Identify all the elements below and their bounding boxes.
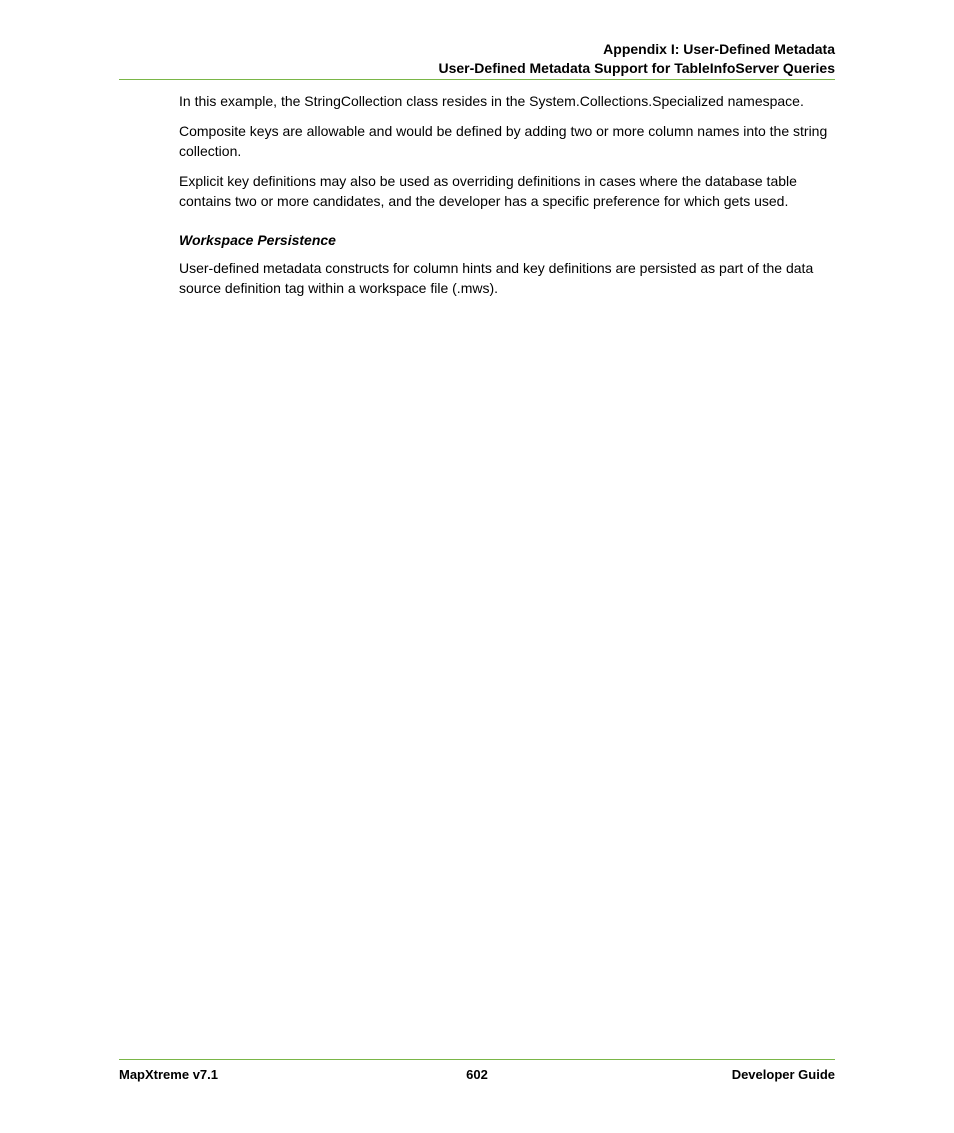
running-header [119, 40, 835, 78]
body-paragraph: User-defined metadata constructs for column hints and key definitions are persisted as part of the data source definition tag within a workspace file (.mws). [179, 260, 814, 296]
page-footer [119, 1066, 835, 1084]
footer-page-number: 602 [466, 1067, 488, 1082]
body-paragraph: In this example, the StringCollection class resides in the System.Collections.Specialized namespace. [179, 93, 804, 109]
footer-divider [119, 1059, 835, 1060]
header-divider [119, 79, 835, 80]
body-paragraph: Composite keys are allowable and would be defined by adding two or more column names into the string collection. [179, 123, 828, 159]
header-chapter-title: Appendix I: User-Defined Metadata [603, 41, 835, 57]
header-section-title: User-Defined Metadata Support for TableInfoServer Queries [438, 60, 835, 76]
footer-product: MapXtreme v7.1 [119, 1067, 218, 1082]
footer-guide-title: Developer Guide [731, 1067, 835, 1082]
body-paragraph: Explicit key definitions may also be used as overriding definitions in cases where the database table contains two or more candidates, and the developer has a specific preference for which gets used. [179, 173, 797, 209]
section-heading: Workspace Persistence [179, 232, 336, 248]
page-body [179, 91, 839, 308]
